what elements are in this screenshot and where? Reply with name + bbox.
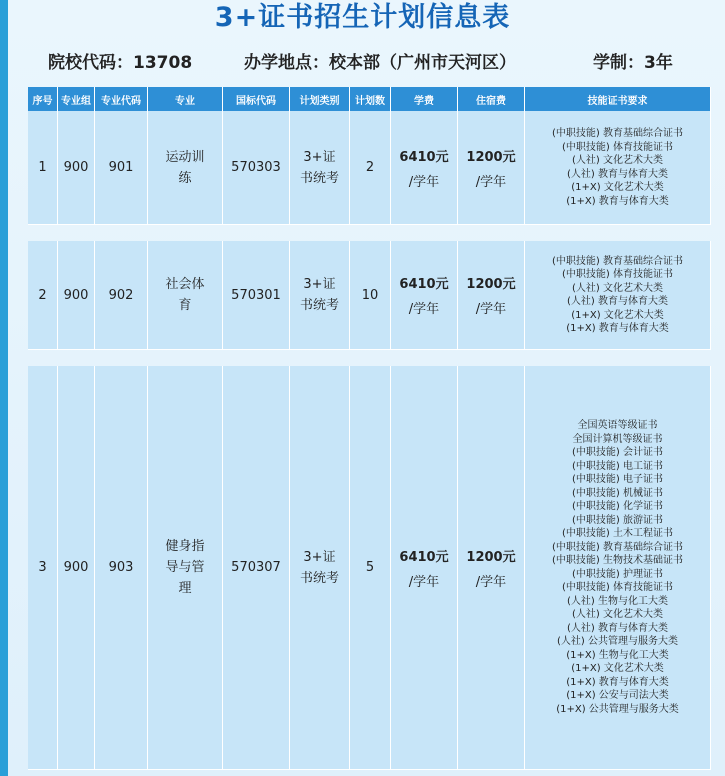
- cell-no: 1: [28, 111, 58, 225]
- cert-item: (1+X) 生物与化工大类: [566, 649, 669, 661]
- cert-item: (中职技能) 教育基础综合证书: [552, 128, 683, 139]
- cert-item: (中职技能) 生物技术基础证书: [552, 555, 683, 566]
- school-info: [0, 44, 725, 74]
- cell-category: [290, 366, 350, 770]
- table-header-row: [28, 87, 711, 111]
- cert-item: (1+X) 文化艺术大类: [571, 663, 664, 674]
- cert-item: (1+X) 文化艺术大类: [571, 182, 664, 193]
- header-plan: 计划数: [350, 87, 391, 111]
- category-text: 3+证书统考: [299, 149, 339, 186]
- cell-certs: [525, 241, 711, 350]
- cell-major: [148, 111, 223, 225]
- cert-item: (人社) 文化艺术大类: [572, 282, 663, 294]
- cert-item: (人社) 教育与体育大类: [567, 168, 668, 180]
- header-lodging: 住宿费: [458, 87, 525, 111]
- tuition-unit: /学年: [408, 302, 440, 317]
- cell-code: 901: [95, 111, 148, 225]
- cell-major: [148, 241, 223, 350]
- cert-item: (中职技能) 会计证书: [572, 447, 663, 458]
- cell-certs: [525, 366, 711, 770]
- cell-std-code: 570307: [223, 366, 290, 770]
- cert-item: (中职技能) 电工证书: [572, 460, 663, 472]
- cell-code: 902: [95, 241, 148, 350]
- cert-item: (人社) 文化艺术大类: [572, 609, 663, 620]
- cell-tuition: [391, 241, 458, 350]
- school-code: 院校代码：13708: [48, 53, 193, 73]
- cert-item: 全国计算机等级证书: [572, 433, 663, 445]
- cert-item: (中职技能) 电子证书: [572, 474, 663, 485]
- table-row: [28, 241, 711, 350]
- page-title: 3+证书招生计划信息表: [214, 2, 511, 33]
- cell-certs: [525, 111, 711, 225]
- cert-item: (1+X) 教育与体育大类: [566, 323, 669, 334]
- cell-tuition: [391, 366, 458, 770]
- cell-lodging: [458, 241, 525, 350]
- cert-item: (1+X) 教育与体育大类: [566, 676, 669, 688]
- lodging-amount: 1200元: [466, 149, 516, 165]
- cell-std-code: 570303: [223, 111, 290, 225]
- table-row: [28, 366, 711, 770]
- cell-plan: 5: [350, 366, 391, 770]
- cert-item: (人社) 公共管理与服务大类: [557, 636, 678, 647]
- cert-item: (1+X) 教育与体育大类: [566, 195, 669, 207]
- lodging-unit: /学年: [475, 174, 507, 190]
- row-gap: [28, 225, 711, 241]
- school-duration: 学制：3年: [593, 53, 673, 73]
- cell-std-code: 570301: [223, 241, 290, 350]
- cert-item: (中职技能) 旅游证书: [572, 514, 663, 526]
- tuition-amount: 6410元: [399, 149, 449, 165]
- lodging-unit: /学年: [475, 302, 507, 317]
- cell-tuition: [391, 111, 458, 225]
- cell-group: 900: [58, 241, 95, 350]
- cert-item: (中职技能) 土木工程证书: [562, 528, 673, 539]
- header-code: 专业代码: [95, 87, 148, 111]
- cert-item: (中职技能) 教育基础综合证书: [552, 255, 683, 267]
- cell-major: [148, 366, 223, 770]
- tuition-amount: 6410元: [399, 549, 449, 565]
- cell-plan: 2: [350, 111, 391, 225]
- table-row: [28, 111, 711, 225]
- school-location: 办学地点：校本部（广州市天河区）: [244, 53, 516, 73]
- header-category: 计划类别: [290, 87, 350, 111]
- cert-item: (中职技能) 机械证书: [572, 487, 663, 499]
- cert-item: (中职技能) 体育技能证书: [562, 582, 673, 593]
- lodging-amount: 1200元: [466, 549, 516, 565]
- header-std-code: 国标代码: [223, 87, 290, 111]
- lodging-unit: /学年: [475, 574, 507, 590]
- row-gap: [28, 350, 711, 366]
- cell-no: 3: [28, 366, 58, 770]
- cell-code: 903: [95, 366, 148, 770]
- cert-item: (人社) 教育与体育大类: [567, 622, 668, 634]
- cert-item: 全国英语等级证书: [577, 420, 658, 431]
- lodging-amount: 1200元: [466, 277, 516, 292]
- header-group: 专业组: [58, 87, 95, 111]
- cert-item: (人社) 生物与化工大类: [567, 595, 668, 607]
- cert-item: (1+X) 文化艺术大类: [571, 309, 664, 321]
- cert-item: (人社) 教育与体育大类: [567, 296, 668, 307]
- category-text: 3+证书统考: [299, 549, 339, 586]
- cert-item: (1+X) 公安与司法大类: [566, 690, 669, 701]
- enrollment-plan-table: [28, 87, 711, 770]
- cell-lodging: [458, 366, 525, 770]
- major-text: 社会体育: [165, 277, 205, 313]
- cell-category: [290, 111, 350, 225]
- tuition-unit: /学年: [408, 174, 440, 190]
- header-certs: 技能证书要求: [525, 87, 711, 111]
- cert-item: (中职技能) 化学证书: [572, 501, 663, 512]
- major-text: 运动训练: [165, 149, 205, 186]
- cell-no: 2: [28, 241, 58, 350]
- major-text: 健身指导与管理: [165, 539, 205, 596]
- category-text: 3+证书统考: [299, 277, 339, 313]
- cell-group: 900: [58, 366, 95, 770]
- header-major: 专业: [148, 87, 223, 111]
- header-no: 序号: [28, 87, 58, 111]
- cell-category: [290, 241, 350, 350]
- cert-item: (中职技能) 教育基础综合证书: [552, 541, 683, 553]
- cert-item: (中职技能) 护理证书: [572, 568, 663, 580]
- cert-item: (人社) 文化艺术大类: [572, 155, 663, 166]
- left-accent-bar: [0, 0, 8, 776]
- tuition-amount: 6410元: [399, 277, 449, 292]
- cert-item: (1+X) 公共管理与服务大类: [556, 703, 679, 715]
- cert-item: (中职技能) 体育技能证书: [562, 141, 673, 153]
- cell-lodging: [458, 111, 525, 225]
- cell-plan: 10: [350, 241, 391, 350]
- header-tuition: 学费: [391, 87, 458, 111]
- cell-group: 900: [58, 111, 95, 225]
- tuition-unit: /学年: [408, 574, 440, 590]
- cert-item: (中职技能) 体育技能证书: [562, 269, 673, 280]
